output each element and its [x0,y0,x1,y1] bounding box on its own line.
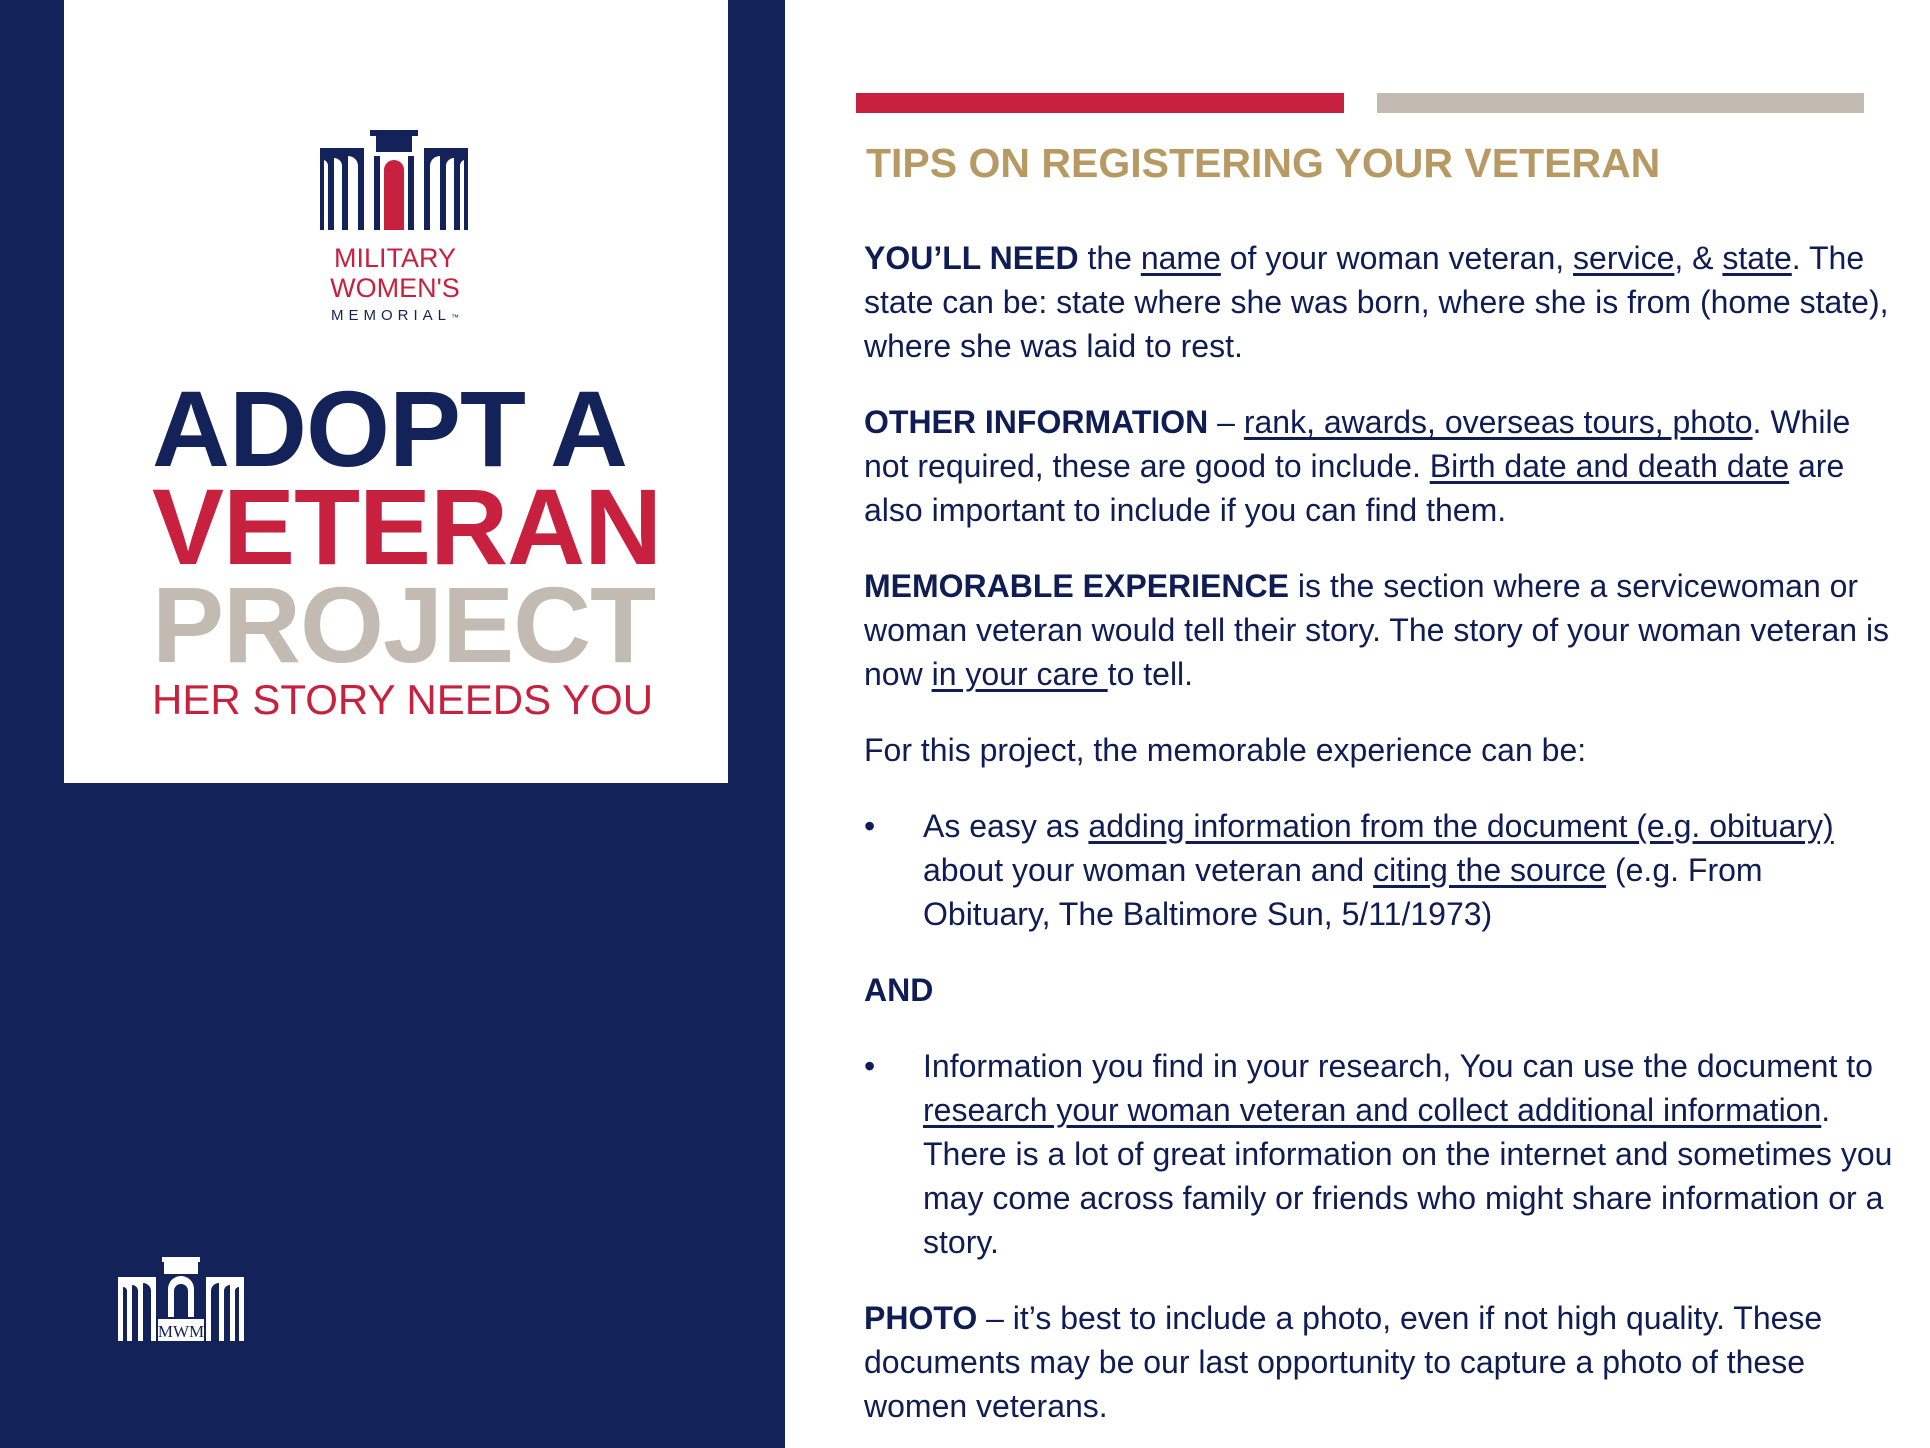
photo-paragraph [864,1296,1894,1428]
page-heading: TIPS ON REGISTERING YOUR VETERAN [866,140,1661,186]
photo-text-1: – it’s best to include a photo, even if not high quality. These documents may be our last opportunity to capture a photo of these women veterans. [864,1300,1823,1424]
title-line-1: ADOPT A [152,368,627,489]
photo-label: PHOTO [864,1300,978,1336]
bullet-item-2 [864,1044,1894,1264]
memorable-paragraph [864,564,1894,696]
bullet2-text-1: Information you find in your research, You can use the document to [923,1048,1873,1084]
logo-line-2: WOMEN'S [330,273,460,303]
bullet1-text-2: about your woman veteran and [923,852,1374,888]
need-underline-state: state [1722,240,1792,276]
bullet1-text-1: As easy as [923,808,1089,844]
bullet-dot-1: • [864,808,876,844]
logo-line-3 [270,306,520,328]
title-line-2: VETERAN [152,466,662,587]
accent-bar-red [856,93,1344,113]
tagline: HER STORY NEEDS YOU [152,676,654,723]
other-text-2: . While not required, these are good to include. [864,404,1851,484]
need-paragraph [864,236,1894,368]
need-text-1: the [1078,240,1141,276]
need-text-4: . The state can be: state where she was born, where she is from (home state), where she was laid to rest. [864,240,1889,364]
memorable-label: MEMORABLE EXPERIENCE [864,568,1289,604]
project-title [152,368,662,723]
other-paragraph [864,400,1894,532]
memorable-text-2: to tell. [1107,656,1194,692]
and-text: AND [864,972,934,1008]
other-underline-1: rank, awards, overseas tours, photo [1243,404,1753,440]
need-text-3: , & [1674,240,1723,276]
other-text-3: are also important to include if you can find them. [864,448,1845,528]
mwm-mark-text: MWM [157,1322,205,1341]
left-panel [0,0,785,1448]
bullet2-underline-1: research your woman veteran and collect additional information [923,1092,1822,1128]
memorial-wordmark [270,243,520,328]
other-label: OTHER INFORMATION [864,404,1209,440]
tips-content [864,236,1894,1448]
memorable-underline: in your care [931,656,1108,692]
memorable-text-1: is the section where a servicewoman or woman veteran would tell their story. The story of your woman veteran is now [864,568,1890,692]
accent-bar-tan [1377,93,1864,113]
logo-line-1: MILITARY [333,243,457,273]
bullet1-underline-1: adding information from the document (e.g. obituary) [1088,808,1834,844]
trademark-mark: ™ [451,313,459,322]
other-text-1: – [1208,404,1244,440]
bullet2-text-2: . There is a lot of great information on the internet and sometimes you may come across family or friends who might share information or a story. [923,1092,1893,1260]
need-underline-name: name [1140,240,1221,276]
mwm-logo-icon [116,1257,246,1341]
other-underline-2: Birth date and death date [1429,448,1790,484]
bullet-item-1 [864,804,1894,936]
title-line-3: PROJECT [152,564,656,685]
and-label [864,968,1894,1012]
need-underline-service: service [1573,240,1675,276]
logo-line-3-text: MEMORIAL [330,307,451,324]
memorial-logo-icon [318,126,470,230]
bullet-dot-2: • [864,1048,876,1084]
need-text-2: of your woman veteran, [1220,240,1574,276]
bullet1-underline-2: citing the source [1373,852,1607,888]
bullet1-text-3: (e.g. From Obituary, The Baltimore Sun, 5/11/1973) [923,852,1763,932]
intro-paragraph: For this project, the memorable experience can be: [864,732,1587,768]
need-label: YOU’LL NEED [864,240,1079,276]
